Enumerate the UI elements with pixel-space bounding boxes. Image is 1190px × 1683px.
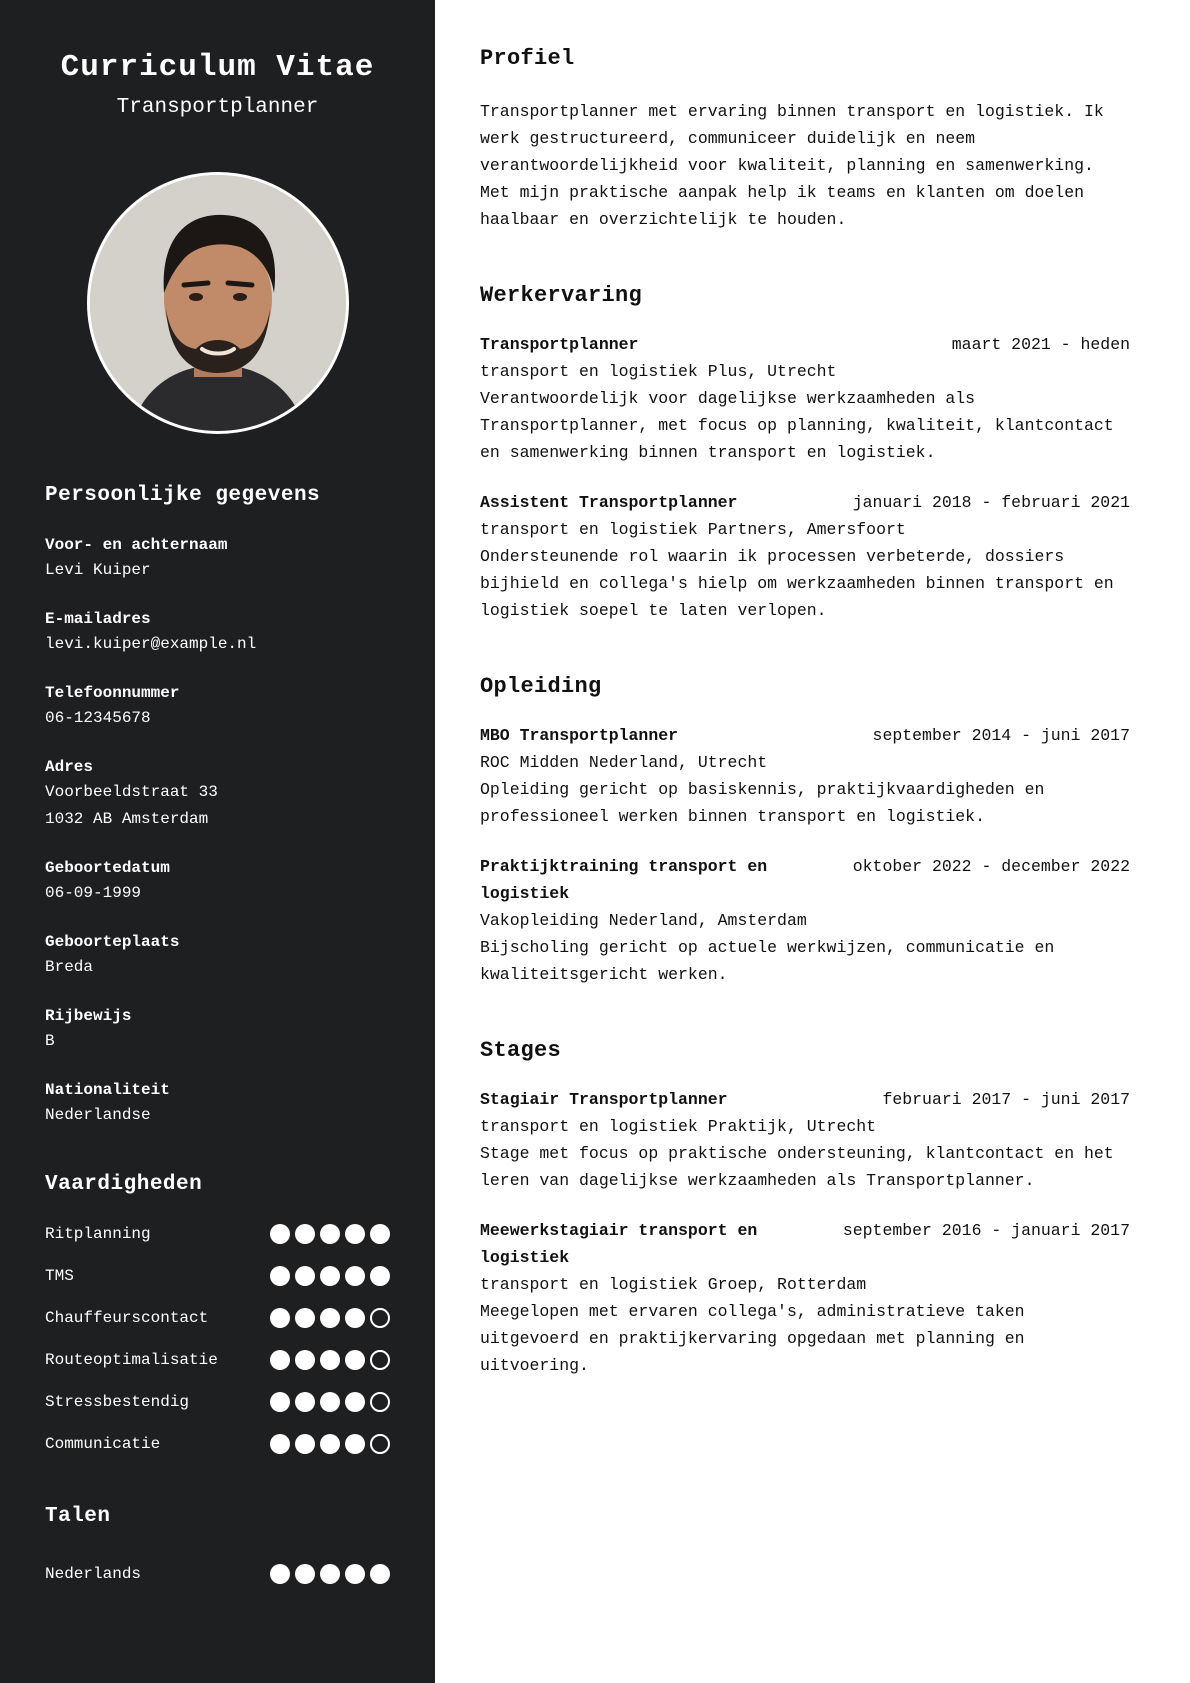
field-nationality [45, 1078, 390, 1129]
entry [480, 1217, 1130, 1379]
rating-dot-filled-icon [270, 1434, 290, 1454]
field-value: levi.kuiper@example.nl [45, 635, 257, 653]
rating-dot-filled-icon [345, 1392, 365, 1412]
entry [480, 331, 1130, 466]
rating-dot-filled-icon [320, 1308, 340, 1328]
entry-title: Meewerkstagiair transport en logistiek [480, 1221, 758, 1267]
skill-name: Chauffeurscontact [45, 1309, 209, 1327]
entry-description: Meegelopen met ervaren collega's, administratieve taken uitgevoerd en praktijkervaring opgedaan met planning en uitvoering. [480, 1302, 1025, 1375]
cv-title: Curriculum Vitae [60, 50, 375, 85]
field-value: Nederlandse [45, 1106, 151, 1124]
entry-description: Verantwoordelijk voor dagelijkse werkzaamheden als Transportplanner, met focus op planning, kwaliteit, klantcontact en samenwerking binnen transport en logistiek. [480, 389, 1114, 462]
entry-date: september 2014 - juni 2017 [872, 726, 1130, 745]
field-value: Levi Kuiper [45, 561, 151, 579]
skill-row [45, 1213, 390, 1255]
entry [480, 1086, 1130, 1194]
rating-dot-filled-icon [370, 1564, 390, 1584]
field-birthdate [45, 856, 390, 907]
education-heading: Opleiding [480, 674, 602, 699]
rating-dot-filled-icon [295, 1434, 315, 1454]
field-name [45, 533, 390, 584]
rating-dots [270, 1308, 390, 1328]
education-entries [480, 722, 1130, 988]
rating-dot-filled-icon [270, 1564, 290, 1584]
entry-head [480, 331, 1130, 358]
field-label: Voor- en achternaam [45, 536, 228, 554]
profile-text: Transportplanner met ervaring binnen transport en logistiek. Ik werk gestructureerd, communiceer duidelijk en neem verantwoordelijkheid voor kwaliteit, planning en samenwerking. Met mijn praktische aanpak help ik teams en klanten om doelen haalbaar en overzichtelijk te houden. [480, 102, 1104, 229]
rating-dots [270, 1392, 390, 1412]
entry-description: Bijscholing gericht op actuele werkwijzen, communicatie en kwaliteitsgericht werken. [480, 938, 1055, 984]
rating-dot-filled-icon [270, 1224, 290, 1244]
rating-dot-filled-icon [320, 1392, 340, 1412]
rating-dot-filled-icon [320, 1564, 340, 1584]
skill-row [45, 1255, 390, 1297]
education-section [480, 672, 1130, 988]
entry-head [480, 722, 1130, 749]
skill-name: TMS [45, 1267, 74, 1285]
avatar [87, 172, 349, 434]
entry-organization: transport en logistiek Groep, Rotterdam [480, 1275, 867, 1294]
entry-date: januari 2018 - februari 2021 [852, 493, 1130, 512]
rating-dot-filled-icon [320, 1224, 340, 1244]
rating-dot-filled-icon [270, 1350, 290, 1370]
internships-heading: Stages [480, 1038, 562, 1063]
field-email [45, 607, 390, 658]
field-value-line1: Voorbeeldstraat 33 [45, 783, 218, 801]
skill-row [45, 1381, 390, 1423]
rating-dot-filled-icon [295, 1392, 315, 1412]
entry-title: Transportplanner [480, 335, 639, 354]
field-label: Geboortedatum [45, 859, 170, 877]
field-value: 06-12345678 [45, 709, 151, 727]
profile-heading: Profiel [480, 46, 575, 71]
entry-date: maart 2021 - heden [951, 335, 1130, 354]
entry-head [480, 1086, 1130, 1113]
field-label: Adres [45, 758, 94, 776]
field-license [45, 1004, 390, 1055]
experience-entries [480, 331, 1130, 624]
skill-list [45, 1213, 390, 1465]
entry-date: oktober 2022 - december 2022 [852, 857, 1130, 876]
rating-dot-filled-icon [295, 1266, 315, 1286]
skill-name: Nederlands [45, 1565, 142, 1583]
skill-name: Ritplanning [45, 1225, 151, 1243]
field-label: Geboorteplaats [45, 933, 180, 951]
rating-dot-filled-icon [295, 1224, 315, 1244]
rating-dot-filled-icon [370, 1224, 390, 1244]
experience-section [480, 281, 1130, 624]
rating-dot-filled-icon [345, 1434, 365, 1454]
entry-date: februari 2017 - juni 2017 [882, 1090, 1130, 1109]
rating-dot-filled-icon [345, 1224, 365, 1244]
skills-heading: Vaardigheden [45, 1173, 203, 1196]
rating-dot-filled-icon [320, 1350, 340, 1370]
rating-dot-filled-icon [270, 1392, 290, 1412]
rating-dots [270, 1224, 390, 1244]
entry-organization: Vakopleiding Nederland, Amsterdam [480, 911, 807, 930]
rating-dot-filled-icon [370, 1266, 390, 1286]
entry-title: Assistent Transportplanner [480, 493, 738, 512]
internships-section [480, 1036, 1130, 1379]
entry-head [480, 489, 1130, 516]
personal-details-heading: Persoonlijke gegevens [45, 484, 321, 507]
field-phone [45, 681, 390, 732]
skill-row [45, 1339, 390, 1381]
entry [480, 853, 1130, 988]
entry-organization: transport en logistiek Plus, Utrecht [480, 362, 837, 381]
entry-organization: transport en logistiek Partners, Amersfoort [480, 520, 906, 539]
rating-dot-empty-icon [370, 1308, 390, 1328]
rating-dot-empty-icon [370, 1434, 390, 1454]
entry-organization: transport en logistiek Praktijk, Utrecht [480, 1117, 877, 1136]
cv-role: Transportplanner [116, 96, 319, 119]
entry [480, 722, 1130, 830]
rating-dot-filled-icon [320, 1266, 340, 1286]
rating-dots [270, 1564, 390, 1584]
rating-dot-filled-icon [270, 1308, 290, 1328]
field-value: B [45, 1032, 55, 1050]
rating-dot-empty-icon [370, 1350, 390, 1370]
languages-heading: Talen [45, 1505, 111, 1528]
entry-head [480, 1217, 1130, 1271]
skill-name: Communicatie [45, 1435, 161, 1453]
rating-dot-filled-icon [345, 1350, 365, 1370]
entry-description: Stage met focus op praktische ondersteuning, klantcontact en het leren van dagelijkse werkzaamheden als Transportplanner. [480, 1144, 1114, 1190]
field-label: Nationaliteit [45, 1081, 170, 1099]
entry [480, 489, 1130, 624]
avatar-portrait-icon [90, 175, 346, 431]
rating-dot-empty-icon [370, 1392, 390, 1412]
field-address [45, 755, 390, 833]
entry-head [480, 853, 1130, 907]
field-birthplace [45, 930, 390, 981]
field-value: 06-09-1999 [45, 884, 142, 902]
rating-dots [270, 1266, 390, 1286]
field-label: E-mailadres [45, 610, 151, 628]
skill-name: Stressbestendig [45, 1393, 190, 1411]
internship-entries [480, 1086, 1130, 1379]
rating-dot-filled-icon [295, 1308, 315, 1328]
skill-name: Routeoptimalisatie [45, 1351, 218, 1369]
entry-title: Stagiair Transportplanner [480, 1090, 728, 1109]
rating-dots [270, 1350, 390, 1370]
entry-description: Ondersteunende rol waarin ik processen verbeterde, dossiers bijhield en collega's hielp om werkzaamheden binnen transport en logistiek soepel te laten verlopen. [480, 547, 1114, 620]
rating-dot-filled-icon [270, 1266, 290, 1286]
rating-dot-filled-icon [345, 1564, 365, 1584]
entry-title: Praktijktraining transport en logistiek [480, 857, 768, 903]
rating-dot-filled-icon [345, 1266, 365, 1286]
entry-description: Opleiding gericht op basiskennis, praktijkvaardigheden en professioneel werken binnen transport en logistiek. [480, 780, 1045, 826]
field-value-line2: 1032 AB Amsterdam [45, 810, 209, 828]
entry-organization: ROC Midden Nederland, Utrecht [480, 753, 768, 772]
main-content [435, 0, 1190, 1683]
skill-row [45, 1297, 390, 1339]
rating-dot-filled-icon [345, 1308, 365, 1328]
rating-dot-filled-icon [320, 1434, 340, 1454]
field-label: Rijbewijs [45, 1007, 132, 1025]
rating-dot-filled-icon [295, 1564, 315, 1584]
entry-title: MBO Transportplanner [480, 726, 679, 745]
sidebar [0, 0, 435, 1683]
field-value: Breda [45, 958, 94, 976]
field-label: Telefoonnummer [45, 684, 180, 702]
skill-row [45, 1423, 390, 1465]
skill-row [45, 1553, 390, 1595]
language-list [45, 1553, 390, 1595]
profile-section [480, 44, 1130, 233]
experience-heading: Werkervaring [480, 283, 643, 308]
rating-dots [270, 1434, 390, 1454]
rating-dot-filled-icon [295, 1350, 315, 1370]
entry-date: september 2016 - januari 2017 [842, 1221, 1130, 1240]
